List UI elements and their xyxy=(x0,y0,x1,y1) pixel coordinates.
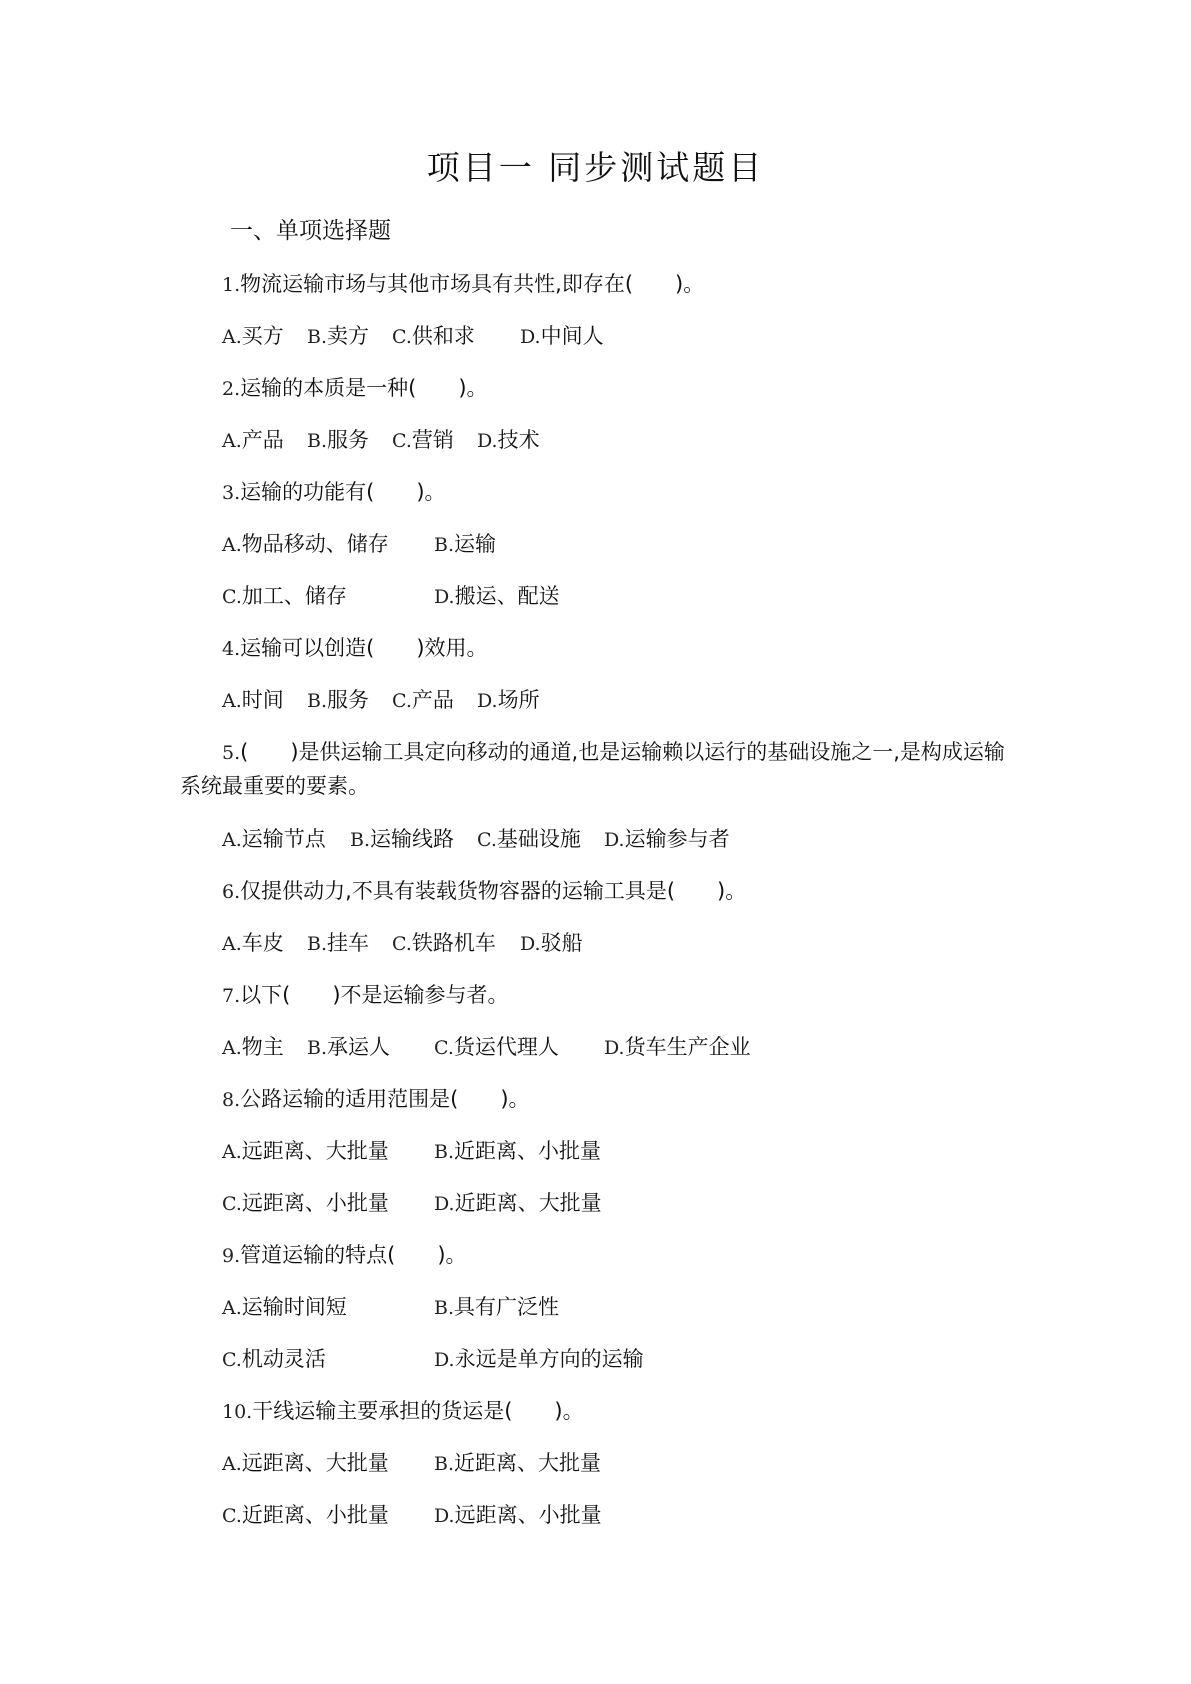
option-d: D.远距离、小批量 xyxy=(434,1503,602,1527)
option-c: C.加工、储存 xyxy=(222,584,347,608)
question-number: 2. xyxy=(222,378,241,400)
page-title: 项目一 同步测试题目 xyxy=(426,148,765,187)
option-a: A.产品 xyxy=(222,428,284,452)
option-d: D.场所 xyxy=(477,688,540,712)
option-b: B.运输 xyxy=(434,532,497,556)
option-b: B.近距离、大批量 xyxy=(434,1451,602,1475)
question-text: 运输的本质是一种( )。 xyxy=(240,376,488,400)
option-b: B.挂车 xyxy=(307,931,370,955)
option-c: C.远距离、小批量 xyxy=(222,1191,389,1215)
option-c: C.营销 xyxy=(392,428,454,452)
question-5-continued: 系统最重要的要素。 xyxy=(180,774,369,798)
option-c: C.近距离、小批量 xyxy=(222,1503,389,1527)
question-number: 4. xyxy=(222,638,241,660)
option-a: A.运输节点 xyxy=(222,827,326,851)
option-a: A.远距离、大批量 xyxy=(222,1451,389,1475)
option-d: D.运输参与者 xyxy=(604,827,730,851)
option-c: C.产品 xyxy=(392,688,454,712)
question-8 xyxy=(222,1085,530,1114)
option-d: D.永远是单方向的运输 xyxy=(434,1347,644,1371)
question-text: 运输可以创造( )效用。 xyxy=(240,636,488,660)
question-text: 以下( )不是运输参与者。 xyxy=(240,983,509,1007)
question-5 xyxy=(222,738,1005,767)
option-d: D.技术 xyxy=(477,428,540,452)
question-number: 5. xyxy=(222,742,241,764)
question-text: 公路运输的适用范围是( )。 xyxy=(240,1087,530,1111)
option-d: D.近距离、大批量 xyxy=(434,1191,602,1215)
question-text: ( )是供运输工具定向移动的通道,也是运输赖以运行的基础设施之一,是构成运输 xyxy=(240,740,1005,764)
option-c: C.供和求 xyxy=(392,324,475,348)
question-number: 7. xyxy=(222,985,241,1007)
question-number: 1. xyxy=(222,274,241,296)
option-b: B.运输线路 xyxy=(350,827,455,851)
question-number: 3. xyxy=(222,482,241,504)
question-2 xyxy=(222,374,488,403)
question-number: 9. xyxy=(222,1245,241,1267)
option-c: C.货运代理人 xyxy=(434,1035,559,1059)
option-d: D.搬运、配送 xyxy=(434,584,560,608)
option-c: C.机动灵活 xyxy=(222,1347,326,1371)
option-d: D.货车生产企业 xyxy=(604,1035,751,1059)
question-1 xyxy=(222,270,704,299)
option-b: B.服务 xyxy=(307,428,370,452)
option-d: D.驳船 xyxy=(520,931,583,955)
question-number: 8. xyxy=(222,1089,241,1111)
question-7 xyxy=(222,981,509,1010)
option-a: A.物主 xyxy=(222,1035,284,1059)
question-text: 干线运输主要承担的货运是( )。 xyxy=(252,1399,584,1423)
question-3 xyxy=(222,478,446,507)
question-9 xyxy=(222,1241,467,1270)
option-b: B.服务 xyxy=(307,688,370,712)
option-c: C.铁路机车 xyxy=(392,931,496,955)
question-text: 管道运输的特点( )。 xyxy=(240,1243,467,1267)
question-text: 仅提供动力,不具有装载货物容器的运输工具是( )。 xyxy=(240,879,747,903)
question-6 xyxy=(222,877,746,906)
option-d: D.中间人 xyxy=(520,324,604,348)
option-a: A.买方 xyxy=(222,324,284,348)
question-number: 10. xyxy=(222,1401,253,1423)
option-a: A.远距离、大批量 xyxy=(222,1139,389,1163)
question-number: 6. xyxy=(222,881,241,903)
option-b: B.近距离、小批量 xyxy=(434,1139,602,1163)
option-b: B.卖方 xyxy=(307,324,370,348)
option-a: A.时间 xyxy=(222,688,284,712)
question-10 xyxy=(222,1397,584,1426)
question-4 xyxy=(222,634,488,663)
question-text: 运输的功能有( )。 xyxy=(240,480,446,504)
option-a: A.运输时间短 xyxy=(222,1295,347,1319)
option-b: B.承运人 xyxy=(307,1035,391,1059)
section-heading: 一、单项选择题 xyxy=(230,218,391,244)
option-a: A.车皮 xyxy=(222,931,284,955)
option-a: A.物品移动、储存 xyxy=(222,532,389,556)
option-c: C.基础设施 xyxy=(477,827,581,851)
option-b: B.具有广泛性 xyxy=(434,1295,560,1319)
question-text: 物流运输市场与其他市场具有共性,即存在( )。 xyxy=(240,272,705,296)
